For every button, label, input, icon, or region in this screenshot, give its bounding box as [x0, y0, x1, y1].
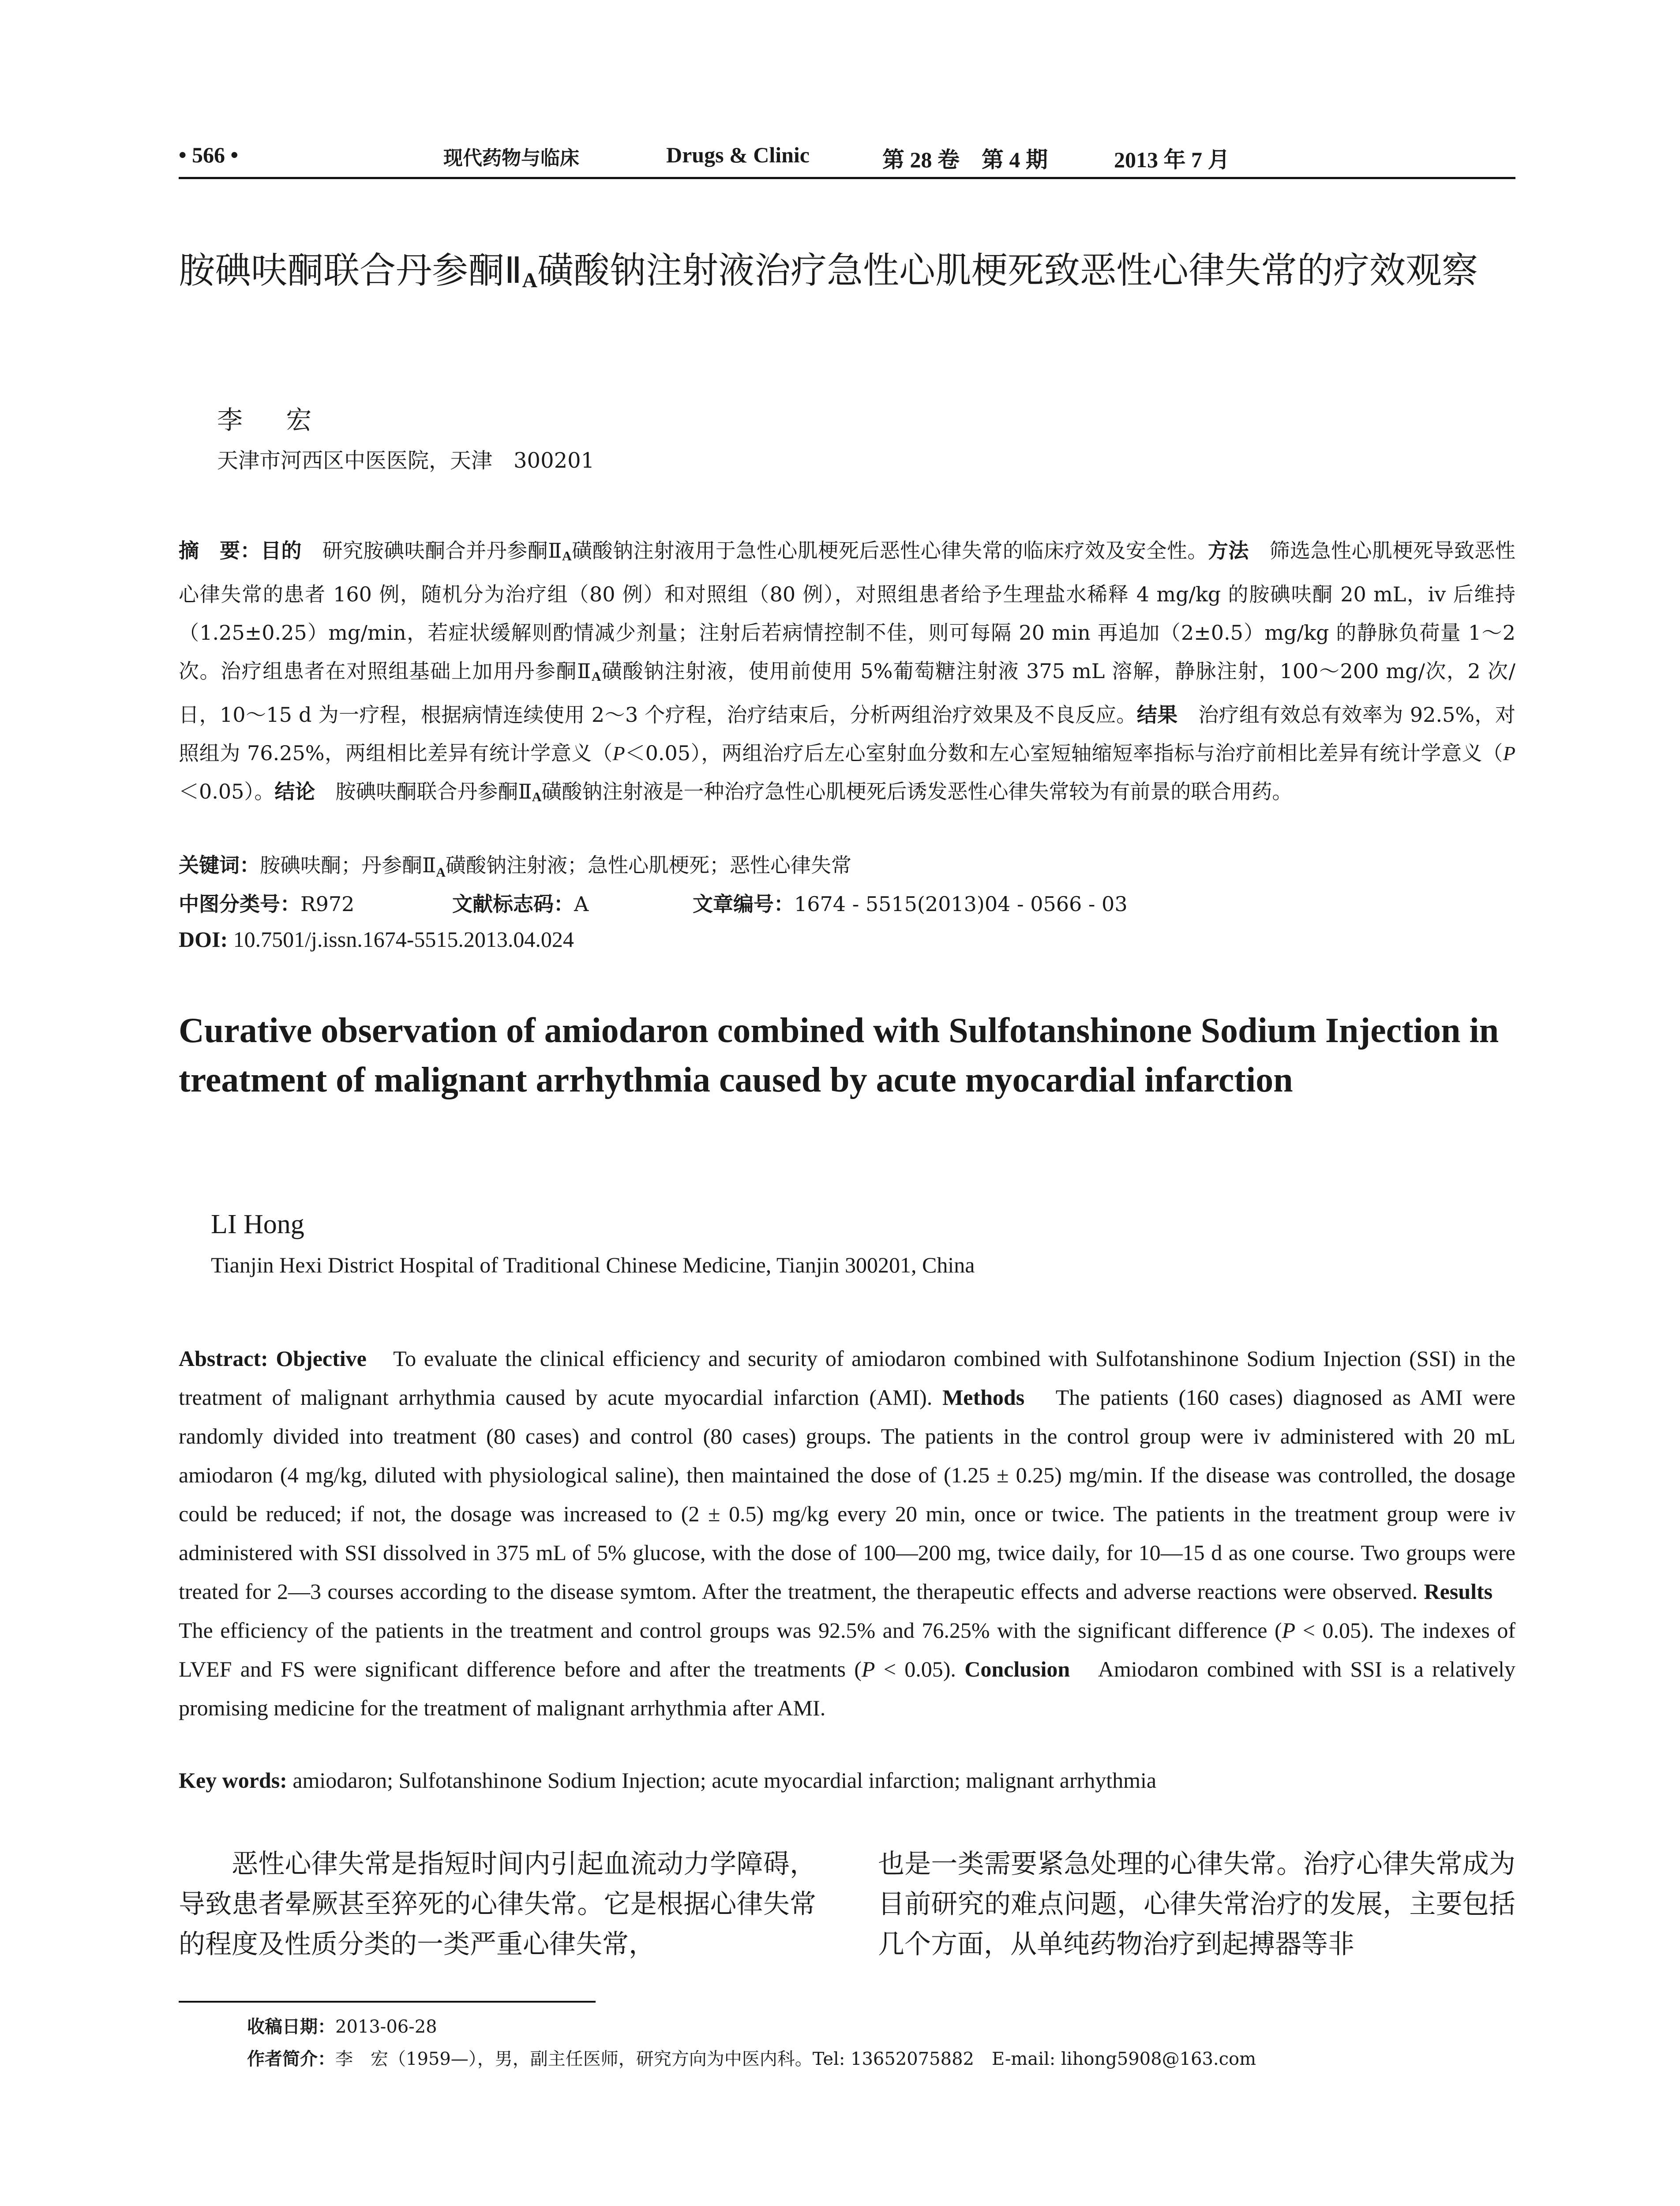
- abstract-cn-conclusion-text: 胺碘呋酮联合丹参酮Ⅱ: [315, 780, 532, 803]
- abstract-cn-results-text-2: ＜0.05），两组治疗后左心室射血分数和左心室短轴缩短率指标与治疗前相比差异有统计学意义（: [625, 741, 1503, 765]
- article-number: [693, 888, 1128, 917]
- subscript: A: [436, 865, 446, 880]
- keywords-cn-label: 关键词：: [179, 853, 260, 877]
- clc-label: 中图分类号：: [179, 892, 300, 916]
- title-cn-part2: 磺酸钠注射液治疗急性心肌梗死致恶性心律失常的疗效观察: [537, 250, 1478, 292]
- subscript: A: [532, 790, 542, 804]
- abstract-en-results-text: The efficiency of the patients in the treatment and control groups was 92.5% and 76.25% with the significant difference (: [179, 1579, 1515, 1643]
- article-number-label: 文章编号：: [693, 892, 794, 916]
- affiliation-cn: 天津市河西区中医医院，天津 300201: [217, 448, 595, 473]
- document-code-label: 文献标志码：: [452, 892, 574, 916]
- running-header: [179, 140, 1515, 176]
- article-number-value: 1674 - 5515(2013)04 - 0566 - 03: [794, 892, 1128, 916]
- author-bio-value: 李 宏（1959—），男，副主任医师，研究方向为中医内科。Tel: 13652075882 E-mail: lihong5908@163.com: [335, 2049, 1256, 2069]
- doi-label: DOI:: [179, 927, 228, 952]
- issue-date: 2013 年 7 月: [1114, 147, 1230, 172]
- volume-issue: 第 28 卷 第 4 期: [882, 147, 1048, 172]
- p-symbol: P: [1282, 1618, 1296, 1643]
- footnote-received-date: [247, 2013, 437, 2038]
- title-cn: [179, 245, 1524, 307]
- abstract-cn-objective-text: 研究胺碘呋酮合并丹参酮Ⅱ: [302, 539, 562, 563]
- abstract-cn-methods-text-2: 磺酸钠注射液，使用前使用 5%葡萄糖注射液 375 mL 溶解，静脉注射，100～200 mg/次，2 次/日，10～15 d 为一疗程，根据病情连续使用 2～3 个疗程，治疗结束后，分析两组治疗效果及不良反应。: [179, 659, 1515, 727]
- doi-link[interactable]: 10.7501/j.issn.1674-5515.2013.04.024: [228, 927, 574, 952]
- subscript: A: [562, 549, 572, 563]
- abstract-cn-conclusion-text-2: 磺酸钠注射液是一种治疗急性心肌梗死后诱发恶性心律失常较为有前景的联合用药。: [541, 780, 1293, 803]
- abstract-en-results-label: Results: [1424, 1579, 1493, 1604]
- abstract-cn-results-label: 结果: [1136, 703, 1178, 727]
- title-cn-subscript: A: [522, 269, 538, 292]
- keywords-en-label: Key words:: [179, 1768, 287, 1793]
- abstract-en-conclusion-label: Conclusion: [964, 1657, 1070, 1681]
- abstract-en-methods-label: Methods: [942, 1385, 1025, 1410]
- doi-line: [179, 927, 574, 952]
- p-symbol: P: [861, 1657, 875, 1681]
- p-symbol: P: [612, 742, 625, 765]
- document-code: [452, 888, 589, 917]
- keywords-cn-text: 胺碘呋酮；丹参酮Ⅱ: [260, 853, 436, 877]
- abstract-en-methods-text: The patients (160 cases) diagnosed as AMI were randomly divided into treatment (80 cases) and control (80 cases) groups. The patients in the control group were iv administered with 20 mL amiodaron (4 mg/kg, diluted with physiological saline), then maintained the dose of (1.25 ± 0.25) mg/min. If the disease was controlled, the dosage could be reduced; if not, the dosage was increased to (2 ± 0.5) mg/kg every 20 min, once or twice. The patients in the treatment group were iv administered with SSI dissolved in 375 mL of 5% glucose, with the dose of 100—200 mg, twice daily, for 10—15 d as one course. Two groups were treated for 2—3 courses according to the disease symtom. After the treatment, the therapeutic effects and adverse reactions were observed.: [179, 1385, 1515, 1604]
- journal-name-cn: 现代药物与临床: [443, 147, 579, 169]
- body-text-left-column: 恶性心律失常是指短时间内引起血流动力学障碍，导致患者晕厥甚至猝死的心律失常。它是根据心律失常的程度及性质分类的一类严重心律失常，: [179, 1849, 816, 1960]
- abstract-cn-results-text-3: ＜0.05）。: [179, 780, 275, 803]
- affiliation-en: Tianjin Hexi District Hospital of Traditional Chinese Medicine, Tianjin 300201, China: [211, 1253, 975, 1277]
- clc-number: [179, 888, 354, 917]
- page-number: • 566 •: [179, 143, 239, 167]
- received-value: 2013-06-28: [335, 2017, 437, 2037]
- subscript: A: [591, 669, 601, 684]
- abstract-en-results-text-2: < 0.05). The indexes of LVEF and FS were significant difference before and after the treatments (: [179, 1618, 1515, 1681]
- author-en: LI Hong: [211, 1209, 304, 1239]
- footnote-author-bio: [247, 2045, 1256, 2070]
- abstract-cn-results-text: 治疗组有效总有效率为 92.5%，对照组为 76.25%，两组相比差异有统计学意义（: [179, 703, 1515, 765]
- document-code-value: A: [574, 892, 589, 916]
- author-bio-label: 作者简介：: [247, 2049, 335, 2069]
- title-cn-part1: 胺碘呋酮联合丹参酮Ⅱ: [179, 250, 522, 292]
- abstract-cn: [179, 532, 1515, 816]
- keywords-en-text: amiodaron; Sulfotanshinone Sodium Injection; acute myocardial infarction; malignant arrhythmia: [287, 1768, 1157, 1793]
- received-label: 收稿日期：: [247, 2017, 335, 2037]
- abstract-en: [179, 1339, 1515, 1727]
- abstract-cn-objective-text-2: 磺酸钠注射液用于急性心肌梗死后恶性心律失常的临床疗效及安全性。: [571, 539, 1208, 563]
- keywords-cn-text-2: 磺酸钠注射液；急性心肌梗死；恶性心律失常: [445, 853, 851, 877]
- journal-name-en: Drugs & Clinic: [666, 143, 810, 167]
- abstract-cn-objective-label: 目的: [261, 539, 302, 563]
- header-divider: [179, 177, 1515, 179]
- clc-value: R972: [300, 892, 355, 916]
- title-en: Curative observation of amiodaron combined with Sulfotanshinone Sodium Injection in treatment of malignant arrhythmia caused by acute myocardial infarction: [179, 1011, 1499, 1099]
- p-symbol: P: [1503, 742, 1515, 765]
- abstract-cn-conclusion-label: 结论: [274, 780, 315, 803]
- abstract-cn-methods-label: 方法: [1208, 539, 1249, 563]
- author-cn: 李 宏: [217, 405, 330, 435]
- abstract-cn-label: 摘 要：: [179, 539, 261, 563]
- keywords-en: [179, 1767, 1515, 1793]
- footnote-divider: [179, 2001, 596, 2003]
- keywords-cn: [179, 849, 851, 880]
- body-text-right-column: 也是一类需要紧急处理的心律失常。治疗心律失常成为目前研究的难点问题，心律失常治疗的发展，主要包括几个方面，从单纯药物治疗到起搏器等非: [878, 1849, 1515, 1960]
- abstract-cn-methods-text: 筛选急性心肌梗死导致恶性心律失常的患者 160 例，随机分为治疗组（80 例）和对照组（80 例），对照组患者给予生理盐水稀释 4 mg/kg 的胺碘呋酮 20 mL，iv 后维持（1.25±0.25）mg/min，若症状缓解则酌情减少剂量；注射后若病情控制不佳，则可每隔 20 min 再追加（2±0.5）mg/kg 的静脉负荷量 1～2 次。治疗组患者在对照组基础上加用丹参酮Ⅱ: [179, 539, 1516, 683]
- abstract-en-objective-text: To evaluate the clinical efficiency and security of amiodaron combined with Sulfotanshinone Sodium Injection (SSI) in the treatment of malignant arrhythmia caused by acute myocardial infarction (AMI).: [179, 1346, 1515, 1410]
- abstract-en-results-text-3: < 0.05).: [875, 1657, 965, 1681]
- abstract-en-label: Abstract: Objective: [179, 1346, 367, 1371]
- abstract-en-conclusion-text: Amiodaron combined with SSI is a relatively promising medicine for the treatment of malignant arrhythmia after AMI.: [179, 1657, 1515, 1720]
